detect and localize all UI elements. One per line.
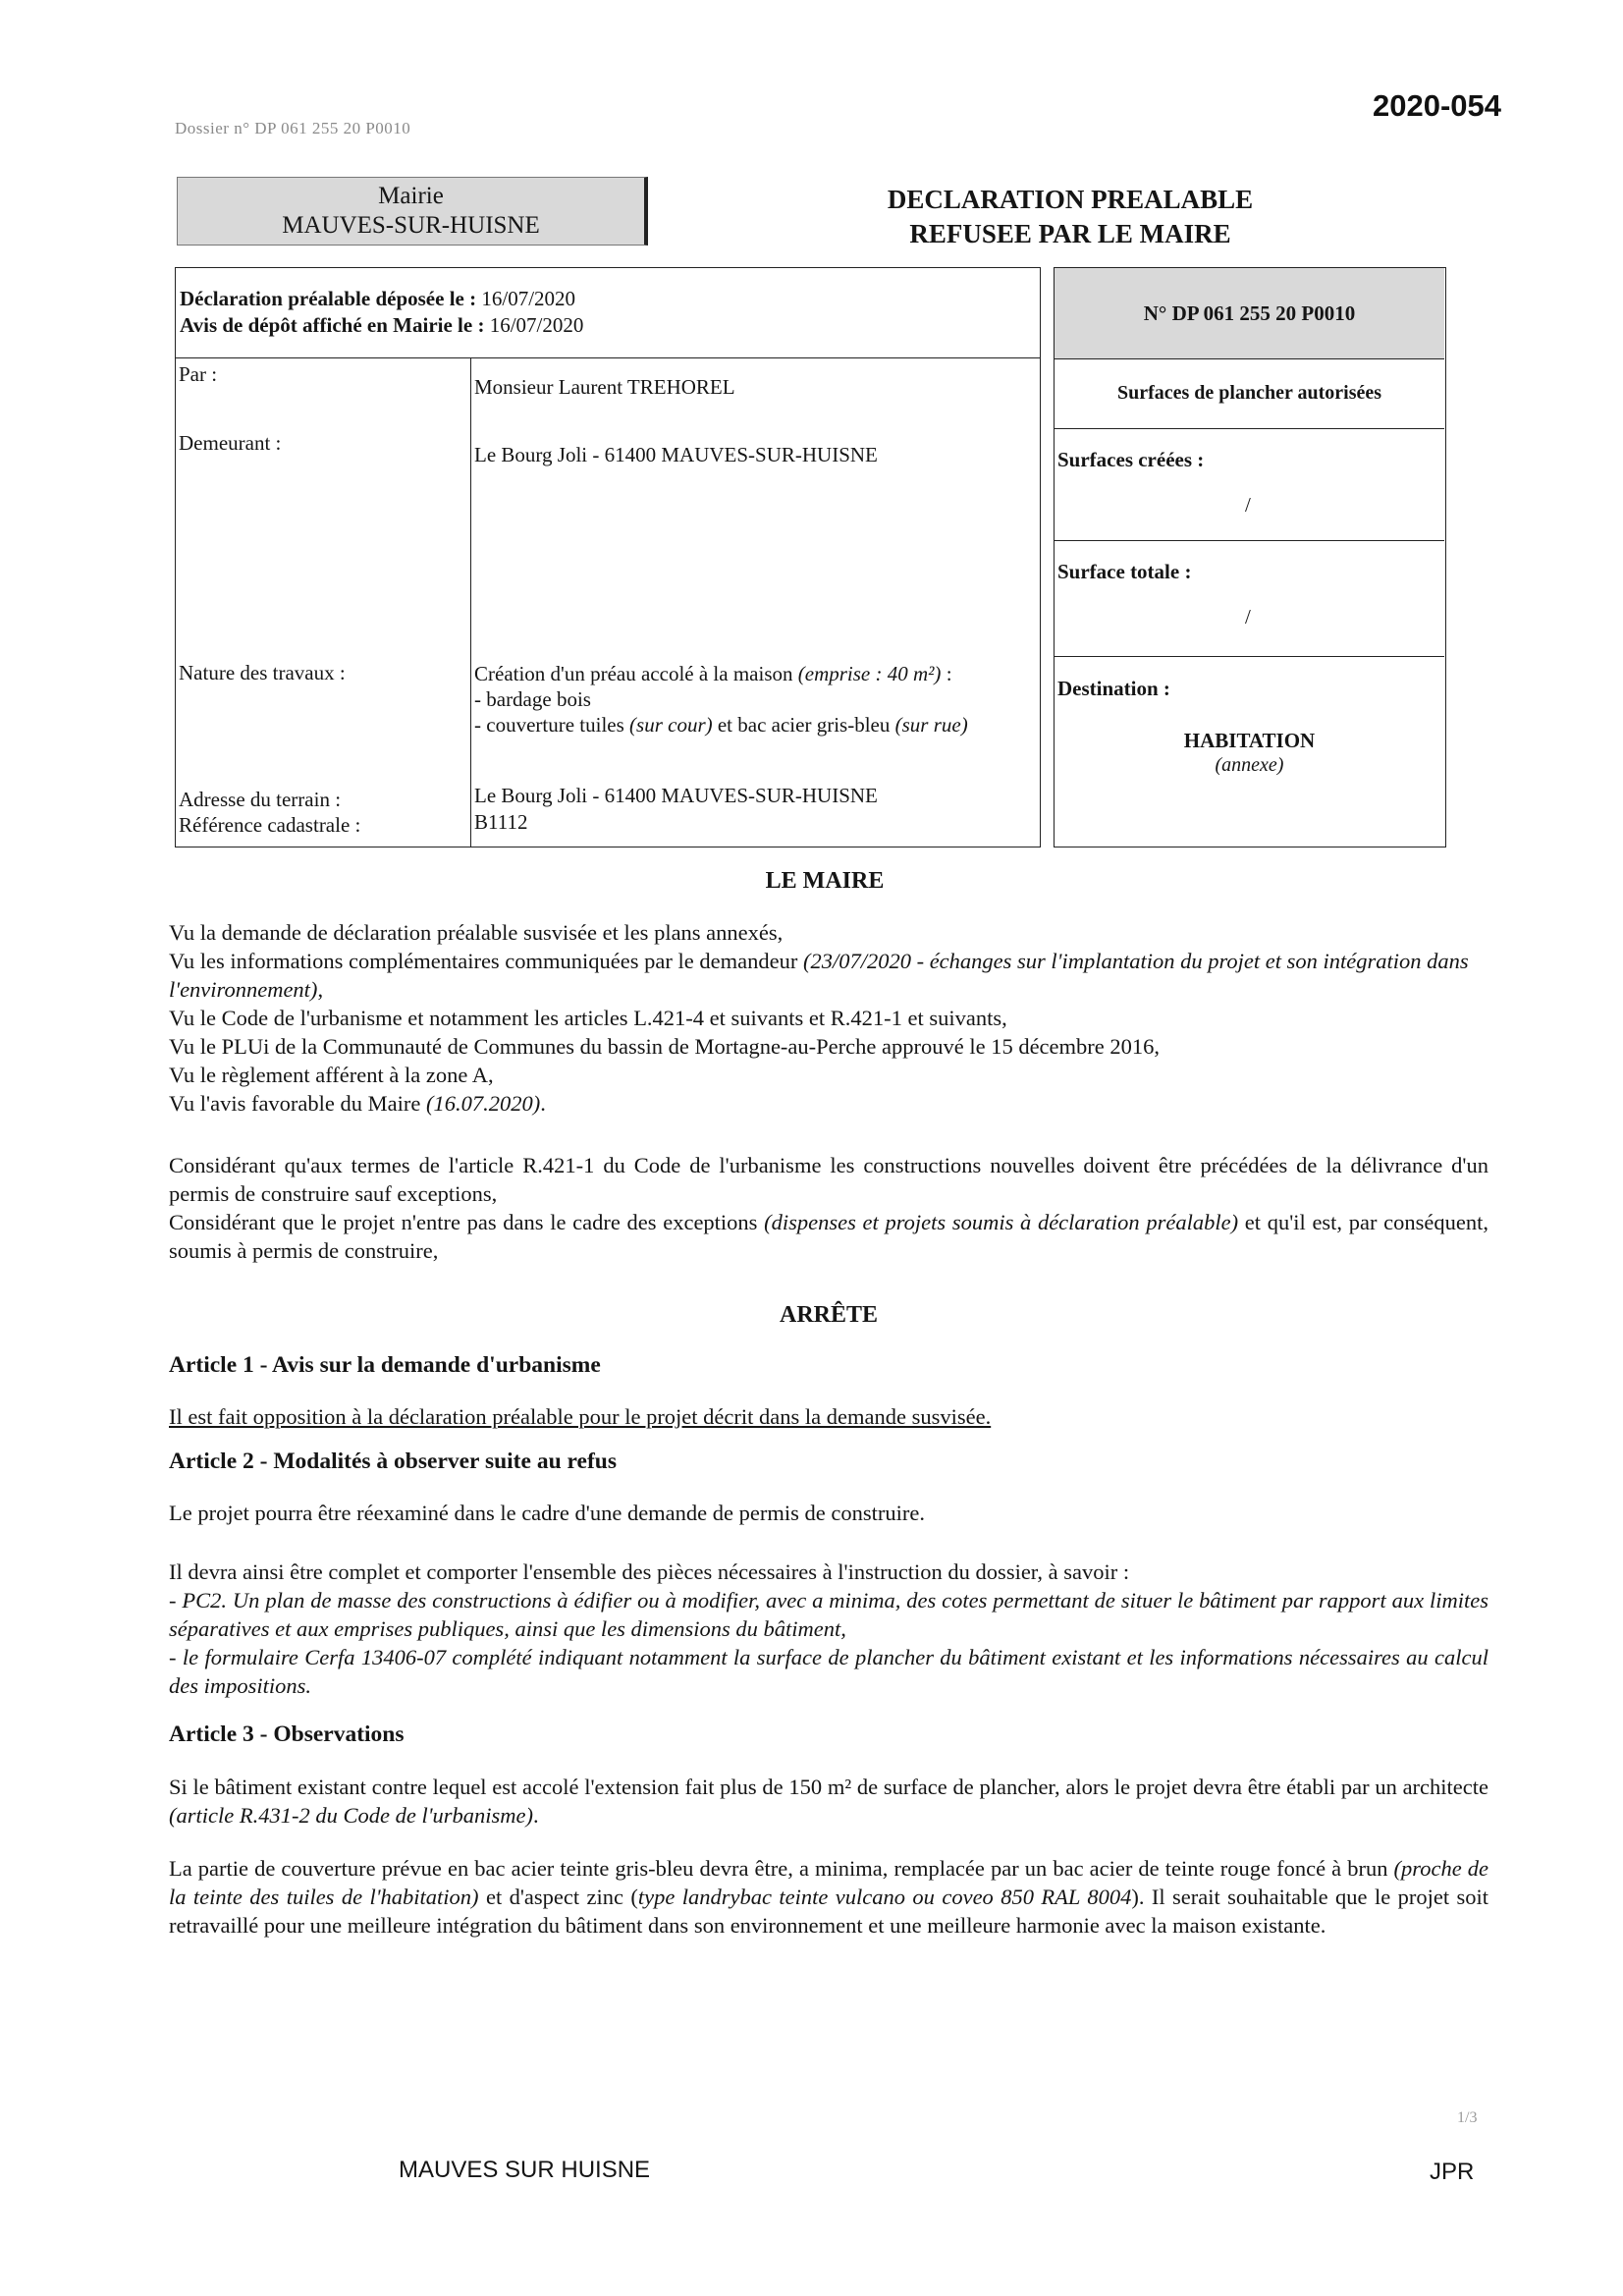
par-value: Monsieur Laurent TREHOREL [474,375,735,399]
nature-label: Nature des travaux : [179,661,346,684]
article-1-text: Il est fait opposition à la déclaration préalable pour le projet décrit dans la demande susvisée. [169,1404,992,1429]
visa-1: Vu la demande de déclaration préalable susvisée et les plans annexés, [169,920,784,945]
nature-line-1-end: : [941,662,952,685]
article-3-p2e: ). Il serait souhaitable que le projet soit retravaillé pour une meilleure intégration du bâtiment dans son environnement et une meilleure harmonie avec la maison existante. [169,1885,1488,1938]
mairie-box [177,177,648,246]
destination-label: Destination : [1057,677,1170,700]
terrain-labels [179,787,360,838]
deposit-box [175,267,1041,358]
title-line-2: REFUSEE PAR LE MAIRE [909,219,1231,248]
destination-sub: (annexe) [1215,754,1284,776]
surfaces-creees-cell [1055,428,1444,541]
nature-line-3b: (sur cour) [629,713,713,737]
surface-totale-cell [1055,540,1444,657]
visa-4: Vu le PLUi de la Communauté de Communes du bassin de Mortagne-au-Perche approuvé le 15 décembre 2016, [169,1034,1161,1059]
visas-block [169,918,1488,1118]
article-1-title: Article 1 - Avis sur la demande d'urbanisme [169,1352,601,1378]
permit-sidebox [1054,267,1446,847]
terrain-values [474,783,878,836]
visa-2-italic: (23/07/2020 - échanges sur l'implantation du projet et son intégration dans l'environnement) [169,949,1469,1002]
considerants-block [169,1151,1488,1265]
article-3-p2c: et d'aspect zinc ( [478,1885,638,1909]
visa-6: Vu l'avis favorable du Maire [169,1091,426,1116]
article-3-p2d: type landrybac teinte vulcano ou coveo 850 RAL 8004 [637,1885,1132,1909]
article-3-p1 [169,1773,1488,1830]
article-3-p2 [169,1854,1488,1940]
avis-date: 16/07/2020 [489,313,584,337]
considerant-1: Considérant qu'aux termes de l'article R.421-1 du Code de l'urbanisme les constructions nouvelles doivent être précédées de la délivrance d'un permis de construire sauf exceptions, [169,1153,1488,1206]
nature-line-3d: (sur rue) [894,713,968,737]
maire-heading: LE MAIRE [765,868,885,894]
column-divider [470,358,471,847]
mairie-label: Mairie [378,183,444,209]
demeurant-label: Demeurant : [179,431,282,455]
nature-line-3a: - couverture tuiles [474,713,630,737]
applicant-table [175,357,1041,847]
visa-2: Vu les informations complémentaires communiquées par le demandeur [169,949,803,973]
nature-line-3c: et bac acier gris-bleu [712,713,895,737]
visa-3: Vu le Code de l'urbanisme et notamment les articles L.421-4 et suivants et R.421-1 et suivants, [169,1006,1007,1030]
nature-value [474,661,968,738]
commune-name: MAUVES-SUR-HUISNE [282,212,540,239]
nature-emprise: (emprise : 40 m²) [797,662,942,685]
article-3-p1c: . [533,1803,539,1828]
depot-date: 16/07/2020 [481,287,576,310]
article-3-p2a: La partie de couverture prévue en bac acier teinte gris-bleu devra être, a minima, remplacée par un bac acier de teinte rouge foncé à brun [169,1856,1394,1881]
surface-totale-label: Surface totale : [1057,560,1192,583]
article-2-list [169,1558,1488,1700]
surface-totale-value: / [1245,605,1251,629]
article-3-p1a: Si le bâtiment existant contre lequel est accolé l'extension fait plus de 150 m² de surface de plancher, alors le projet devra être établi par un architecte [169,1775,1488,1799]
article-2-p2: Il devra ainsi être complet et comporter l'ensemble des pièces nécessaires à l'instruction du dossier, à savoir : [169,1559,1130,1584]
nature-line-2: - bardage bois [474,687,591,711]
surfaces-creees-label: Surfaces créées : [1057,448,1205,471]
nature-line-1: Création d'un préau accolé à la maison [474,662,793,685]
article-2-item-1: - PC2. Un plan de masse des constructions à édifier ou à modifier, avec a minima, des cotes permettant de situer le bâtiment par rapport aux limites séparatives et aux emprises publiques, ainsi que les dimensions du bâtiment, [169,1588,1488,1641]
visa-6-italic: (16.07.2020) [426,1091,541,1116]
article-2-title: Article 2 - Modalités à observer suite au refus [169,1449,617,1474]
footer-initials: JPR [1430,2159,1475,2185]
considerant-2: Considérant que le projet n'entre pas dans le cadre des exceptions [169,1210,765,1234]
dp-number: N° DP 061 255 20 P0010 [1055,268,1444,359]
arrete-heading: ARRÊTE [779,1302,879,1328]
avis-label: Avis de dépôt affiché en Mairie le : [180,313,485,337]
considerant-2-italic: (dispenses et projets soumis à déclaration préalable) [764,1210,1239,1234]
cadastre-label: Référence cadastrale : [179,813,361,837]
document-number: 2020-054 [1373,88,1502,123]
par-label: Par : [179,362,218,386]
footer-commune: MAUVES SUR HUISNE [399,2157,651,2183]
destination-value: HABITATION [1183,729,1316,752]
visa-5: Vu le règlement afférent à la zone A, [169,1063,494,1087]
title-line-1: DECLARATION PREALABLE [887,185,1254,214]
considerant-2-end: et qu'il est, par conséquent, soumis à permis de construire, [169,1210,1488,1263]
article-2-item-2: - le formulaire Cerfa 13406-07 complété indiquant notamment la surface de plancher du bâtiment existant et les informations nécessaires au calcul des impositions. [169,1645,1488,1698]
cadastre-value: B1112 [474,810,528,834]
page-title [835,183,1306,251]
depot-label: Déclaration préalable déposée le : [180,287,477,310]
article-3-p1b: (article R.431-2 du Code de l'urbanisme) [169,1803,533,1828]
demeurant-value: Le Bourg Joli - 61400 MAUVES-SUR-HUISNE [474,443,878,466]
adresse-label: Adresse du terrain : [179,788,342,811]
page-number: 1/3 [1457,2109,1478,2126]
surfaces-creees-value: / [1245,493,1251,517]
visa-2-end: , [317,977,324,1002]
article-3-p2b: (proche de la teinte des tuiles de l'habitation) [169,1856,1488,1909]
article-3-title: Article 3 - Observations [169,1722,405,1747]
dossier-reference: Dossier n° DP 061 255 20 P0010 [175,119,411,137]
surfaces-title: Surfaces de plancher autorisées [1055,358,1444,429]
visa-6-end: . [540,1091,546,1116]
adresse-value: Le Bourg Joli - 61400 MAUVES-SUR-HUISNE [474,784,878,807]
article-2-p1: Le projet pourra être réexaminé dans le cadre d'une demande de permis de construire. [169,1501,925,1525]
